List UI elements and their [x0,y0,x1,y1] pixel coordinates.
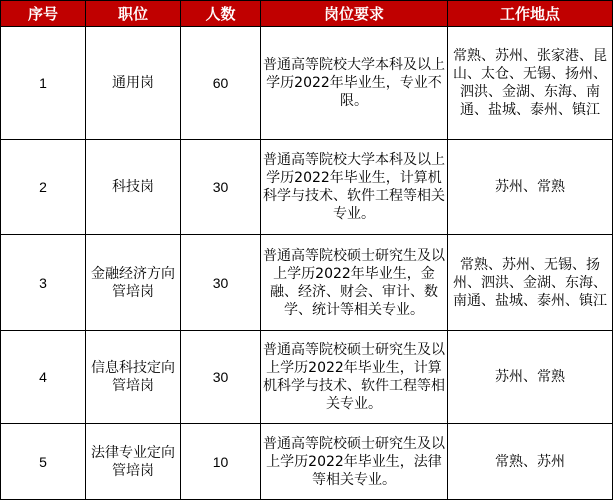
row-position: 科技岗 [86,140,181,235]
row-index: 4 [1,331,86,424]
row-count: 10 [181,424,261,500]
header-index: 序号 [1,1,86,27]
table-row [1,140,613,235]
header-position: 职位 [86,1,181,27]
row-index: 2 [1,140,86,235]
row-location: 苏州、常熟 [448,140,613,235]
table-row [1,424,613,500]
row-count: 30 [181,331,261,424]
table-row [1,331,613,424]
row-position: 金融经济方向管培岗 [86,235,181,331]
row-index: 3 [1,235,86,331]
row-requirements: 普通高等院校大学本科及以上学历2022年毕业生，计算机科学与技术、软件工程等相关专业。 [261,140,448,235]
row-requirements: 普通高等院校大学本科及以上学历2022年毕业生，专业不限。 [261,27,448,140]
header-location: 工作地点 [448,1,613,27]
row-index: 1 [1,27,86,140]
row-location: 常熟、苏州 [448,424,613,500]
row-position: 法律专业定向管培岗 [86,424,181,500]
row-requirements: 普通高等院校硕士研究生及以上学历2022年毕业生，金融、经济、财会、审计、数学、统计等相关专业。 [261,235,448,331]
row-position: 信息科技定向管培岗 [86,331,181,424]
table-row [1,27,613,140]
row-position: 通用岗 [86,27,181,140]
row-index: 5 [1,424,86,500]
row-count: 60 [181,27,261,140]
header-count: 人数 [181,1,261,27]
header-row [1,1,613,27]
row-requirements: 普通高等院校硕士研究生及以上学历2022年毕业生，法律等相关专业。 [261,424,448,500]
row-count: 30 [181,235,261,331]
header-requirements: 岗位要求 [261,1,448,27]
row-requirements: 普通高等院校硕士研究生及以上学历2022年毕业生，计算机科学与技术、软件工程等相关专业。 [261,331,448,424]
row-location: 苏州、常熟 [448,331,613,424]
row-count: 30 [181,140,261,235]
table-row [1,235,613,331]
row-location: 常熟、苏州、张家港、昆山、太仓、无锡、扬州、泗洪、金湖、东海、南通、盐城、泰州、镇江 [448,27,613,140]
row-location: 常熟、苏州、无锡、扬州、泗洪、金湖、东海、南通、盐城、泰州、镇江 [448,235,613,331]
